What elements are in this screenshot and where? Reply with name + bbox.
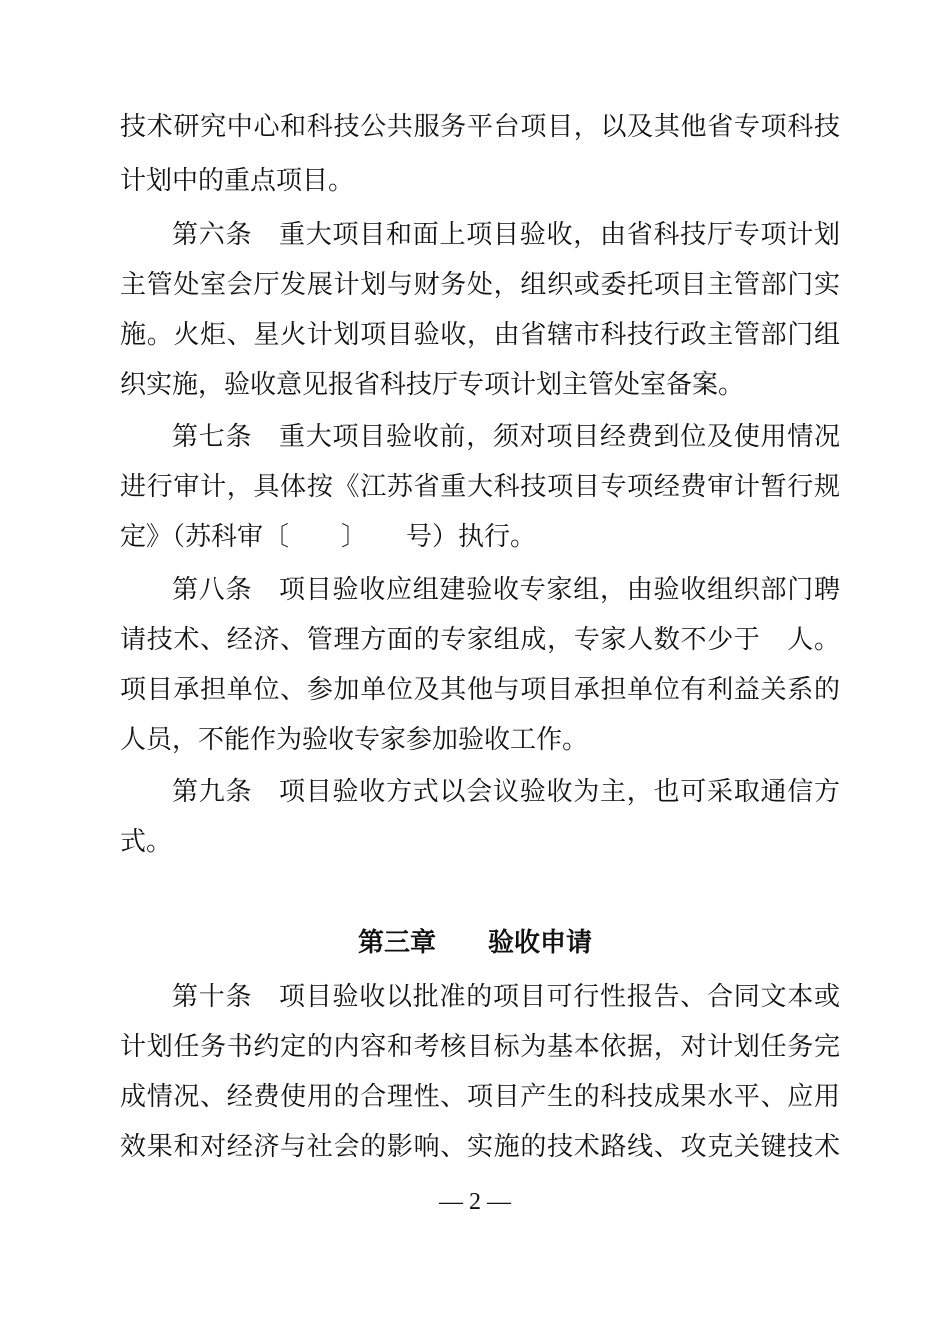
body-text-line: 计划任务书约定的内容和考核目标为基本依据，对计划任务完	[120, 1032, 840, 1062]
body-text-line: 织实施，验收意见报省科技厅专项计划主管处室备案。	[120, 370, 745, 400]
body-text-line: 效果和对经济与社会的影响、实施的技术路线、攻克关键技术	[120, 1132, 840, 1162]
article-7-text: 第七条 重大项目验收前，须对项目经费到位及使用情况	[172, 422, 840, 452]
body-text-line: 技术研究中心和科技公共服务平台项目，以及其他省专项科技	[120, 112, 840, 142]
body-text-line: 成情况、经费使用的合理性、项目产生的科技成果水平、应用	[120, 1082, 840, 1112]
body-text-line: 施。火炬、星火计划项目验收，由省辖市科技行政主管部门组	[120, 320, 840, 350]
article-6-text: 第六条 重大项目和面上项目验收，由省科技厅专项计划	[172, 220, 840, 250]
article-8-text: 第八条 项目验收应组建验收专家组，由验收组织部门聘	[172, 575, 840, 605]
body-text-line: 项目承担单位、参加单位及其他与项目承担单位有利益关系的	[120, 675, 840, 705]
article-10-text: 第十条 项目验收以批准的项目可行性报告、合同文本或	[172, 982, 840, 1012]
article-9-text: 第九条 项目验收方式以会议验收为主，也可采取通信方	[172, 777, 840, 807]
body-text-line: 定》（苏科审〔 〕 号）执行。	[120, 522, 537, 552]
body-text-line: 进行审计，具体按《江苏省重大科技项目专项经费审计暂行规	[120, 472, 840, 502]
body-text-line: 主管处室会厅发展计划与财务处，组织或委托项目主管部门实	[120, 270, 840, 300]
body-text-line: 请技术、经济、管理方面的专家组成，专家人数不少于 人。	[120, 625, 840, 655]
body-text-line: 人员，不能作为验收专家参加验收工作。	[120, 725, 589, 755]
chapter-heading: 第三章 验收申请	[357, 928, 592, 958]
body-text-line: 式。	[120, 827, 173, 857]
page-number: — 2 —	[439, 1189, 511, 1215]
body-text-line: 计划中的重点项目。	[120, 166, 355, 196]
